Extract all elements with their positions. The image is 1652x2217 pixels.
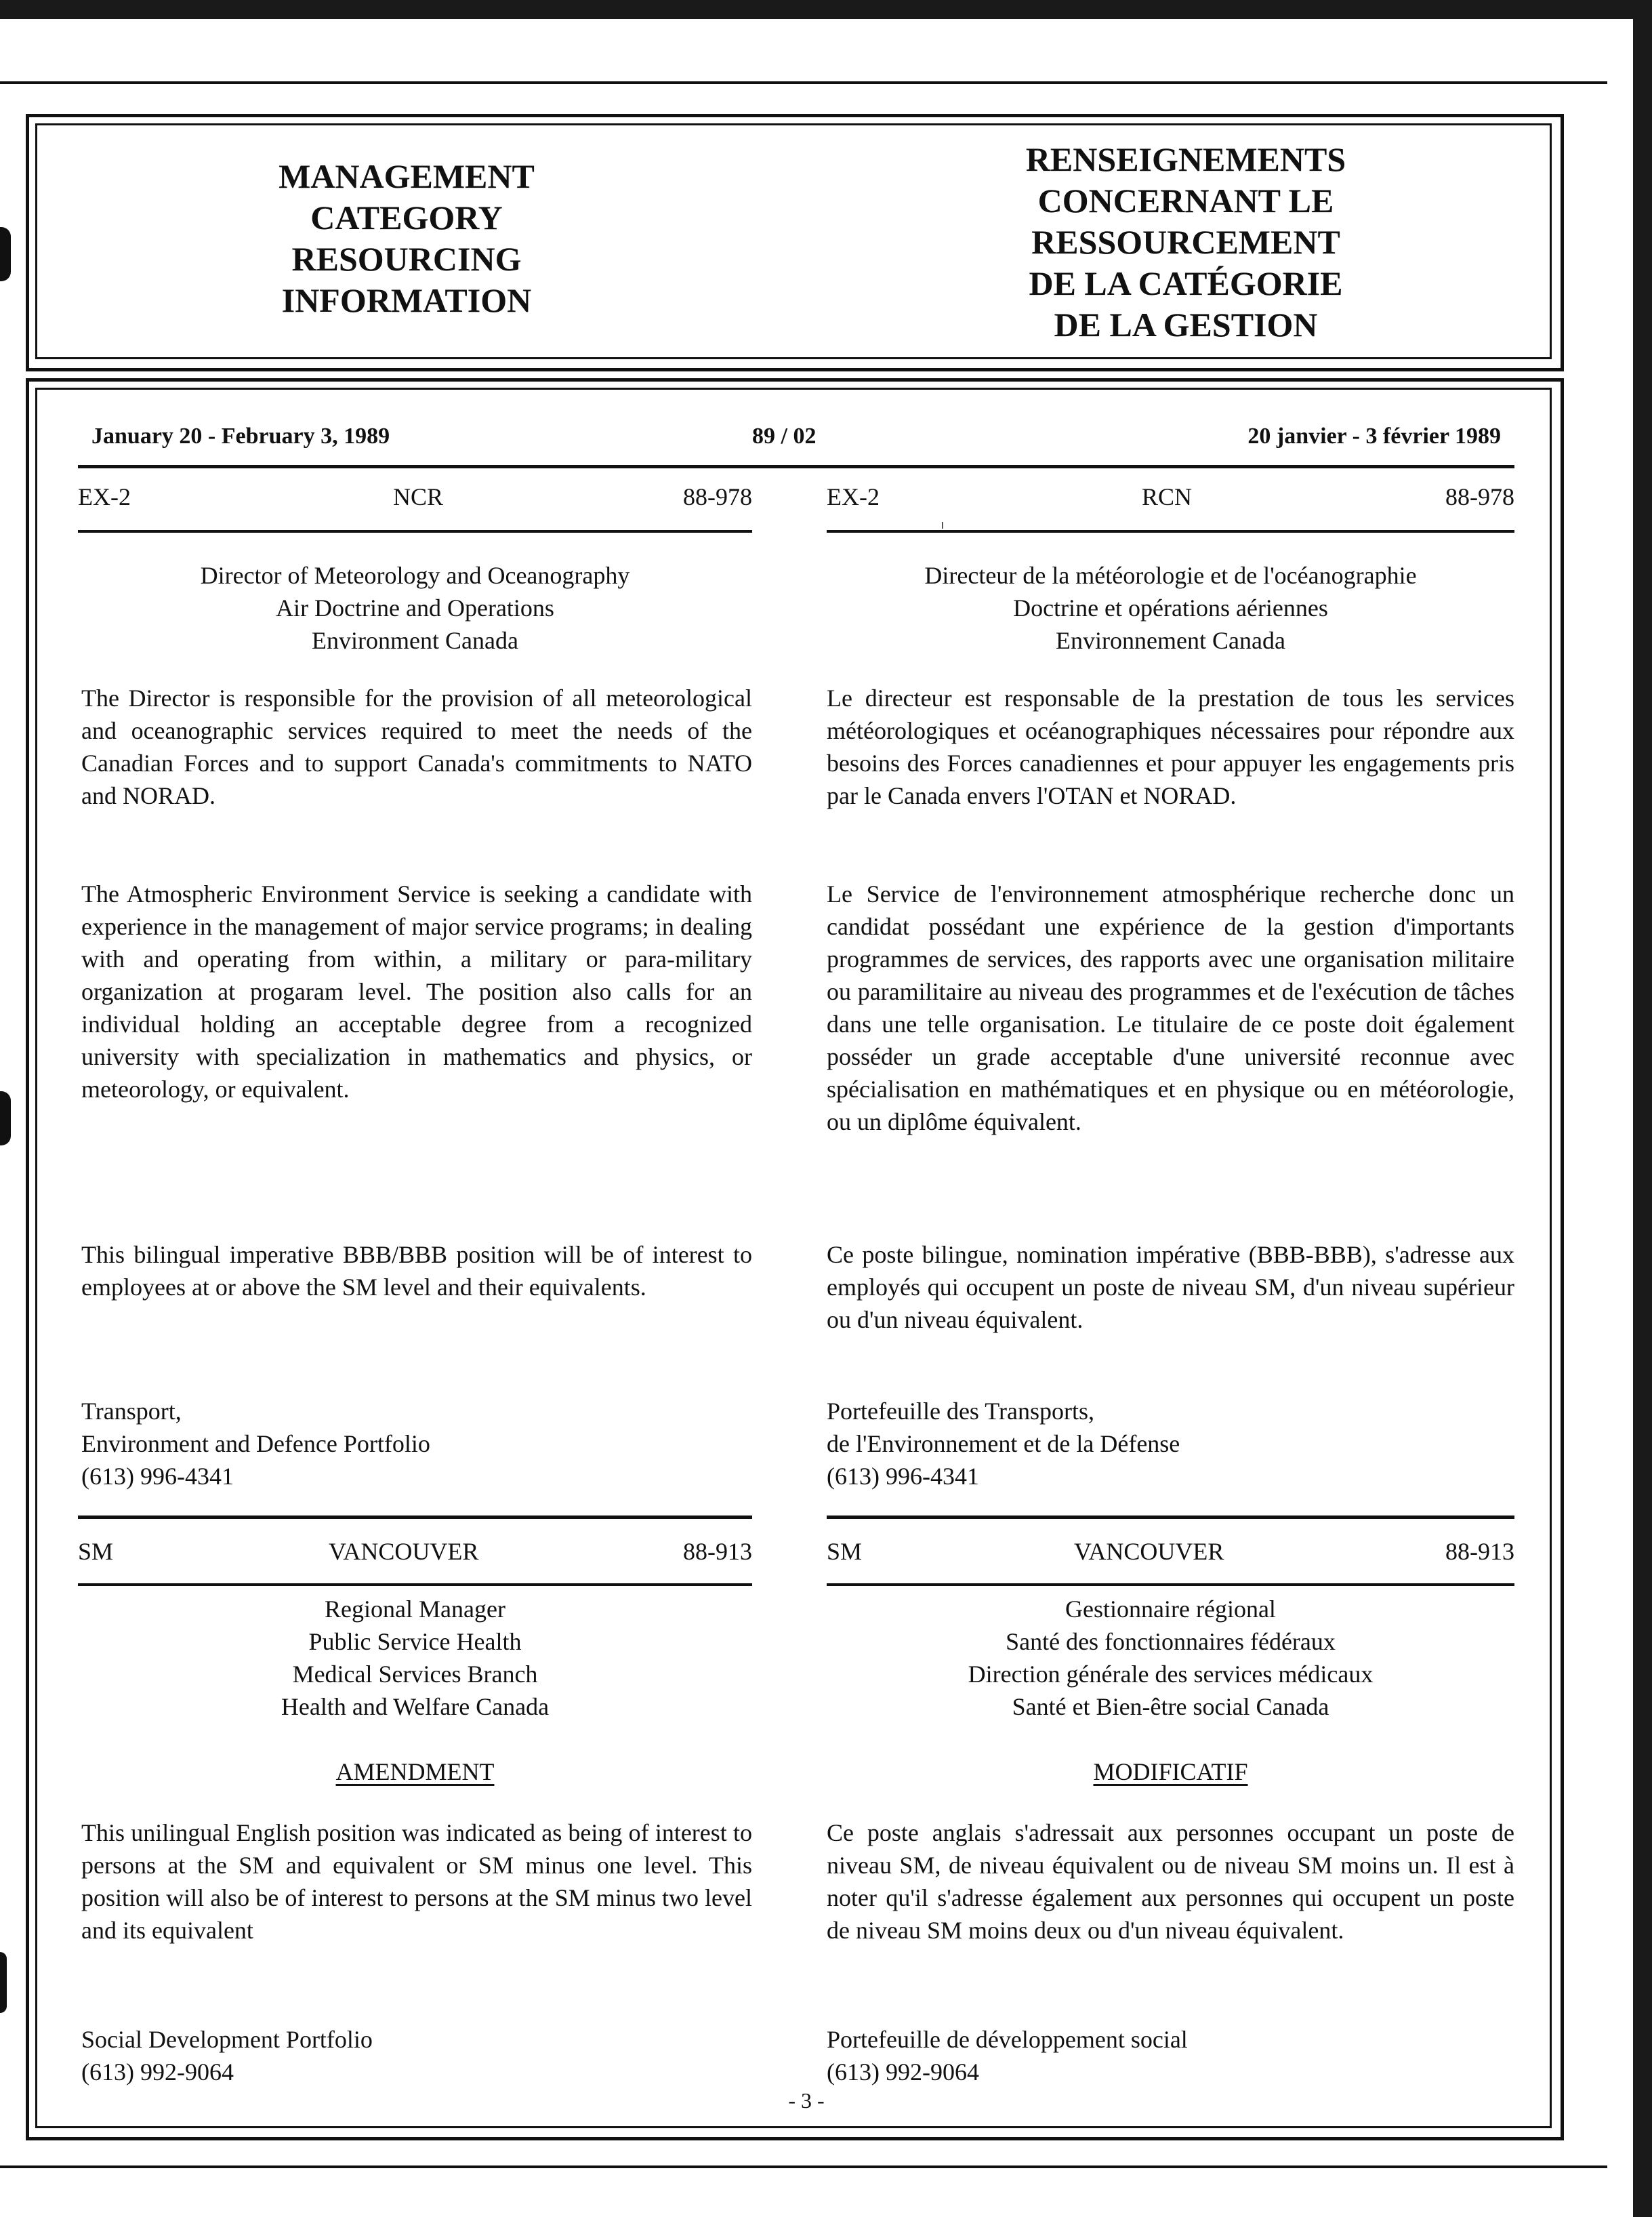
posting-2-fr-rule <box>827 1583 1514 1586</box>
scan-speck <box>942 522 943 529</box>
posting-1-en-paragraph-3: This bilingual imperative BBB/BBB position will be of interest to employees at or above the SM level and their equivalents. <box>81 1241 752 1301</box>
posting-2-fr-contact: Portefeuille de développement social (613) 992-9064 <box>827 2026 1188 2086</box>
posting-level: SM <box>827 1538 863 1565</box>
posting-2-fr-header <box>827 1537 1514 1570</box>
modification-heading: MODIFICATIF <box>1093 1758 1248 1785</box>
posting-2-en-top-rule <box>78 1516 752 1519</box>
posting-location: RCN <box>1142 483 1193 510</box>
posting-2-en-heading <box>78 1755 752 1788</box>
scan-edge-right <box>1633 0 1652 2217</box>
posting-1-en-title: Director of Meteorology and Oceanography Air Doctrine and Operations Environment Canada <box>200 562 630 654</box>
posting-1-en-paragraph-2: The Atmospheric Environment Service is seeking a candidate with experience in the management of major service programs; in dealing with and operating from within, a military or para-military organization at progaram level. The position also calls for an individual holding an acceptable degree from a recognized university with specialization in mathematics and physics, or meteorology, or equivalent. <box>81 880 752 1103</box>
posting-1-fr-title: Directeur de la météorologie et de l'océanographie Doctrine et opérations aériennes Environnement Canada <box>924 562 1417 654</box>
header-english-title: MANAGEMENT CATEGORY RESOURCING INFORMATION <box>278 157 535 319</box>
posting-level: SM <box>78 1538 114 1565</box>
page-number: - 3 - <box>788 2088 825 2113</box>
page-edge-top <box>0 81 1607 84</box>
posting-1-fr-paragraph-1: Le directeur est responsable de la prestation de tous les services météorologiques et océanographiques nécessaires pour répondre aux besoins des Forces canadiennes et pour appuyer les engagements pris par le Canada envers l'OTAN et NORAD. <box>827 685 1514 809</box>
posting-1-fr-header <box>827 483 1514 515</box>
dateline-french: 20 janvier - 3 février 1989 <box>1247 424 1501 449</box>
scan-edge-top <box>0 0 1652 19</box>
posting-2-en-header <box>78 1537 752 1570</box>
competition-number: 88-978 <box>1445 483 1514 510</box>
posting-1-en-paragraph-1: The Director is responsible for the provision of all meteorological and oceanographic services required to meet the needs of the Canadian Forces and to support Canada's commitments to NATO and NORAD. <box>81 685 752 809</box>
posting-2-fr-top-rule <box>827 1516 1514 1519</box>
posting-location: VANCOUVER <box>329 1538 479 1565</box>
posting-1-en-rule <box>78 530 752 533</box>
posting-level: EX-2 <box>78 483 131 510</box>
posting-1-en-header <box>78 483 752 515</box>
punch-hole-middle <box>0 1091 11 1145</box>
posting-2-en-rule <box>78 1583 752 1586</box>
header-french-title: RENSEIGNEMENTS CONCERNANT LE RESSOURCEMENT DE LA CATÉGORIE DE LA GESTION <box>1025 140 1346 344</box>
posting-1-en-contact: Transport, Environment and Defence Portfolio (613) 996-4341 <box>81 1398 430 1490</box>
competition-number: 88-913 <box>1445 1538 1514 1565</box>
posting-2-en-contact: Social Development Portfolio (613) 992-9064 <box>81 2026 373 2086</box>
posting-location: VANCOUVER <box>1074 1538 1224 1565</box>
posting-level: EX-2 <box>827 483 880 510</box>
dateline-rule <box>78 465 1514 468</box>
posting-2-en-paragraph-1: This unilingual English position was indicated as being of interest to persons at the SM and equivalent or SM minus one level. This position will also be of interest to persons at the SM minus two level and its equivalent <box>81 1819 752 1944</box>
punch-hole-top <box>0 227 11 281</box>
posting-1-fr-rule <box>827 530 1514 533</box>
posting-2-fr-paragraph-1: Ce poste anglais s'adressait aux personnes occupant un poste de niveau SM, de niveau équivalent ou de niveau SM moins un. Il est à noter qu'il s'adresse également aux personnes qui occupent un poste de niveau SM moins deux ou d'un niveau équivalent. <box>827 1819 1514 1944</box>
posting-2-en-title: Regional Manager Public Service Health Medical Services Branch Health and Welfare Canada <box>281 1595 550 1720</box>
posting-1-fr-paragraph-2: Le Service de l'environnement atmosphérique recherche donc un candidat possédant une expérience de la gestion d'importants programmes de services, des rapports avec une organisation militaire ou paramilitaire au niveau des programmes et de l'exécution de tâches dans une telle organisation. Le titulaire de ce poste doit également posséder un grade acceptable d'une université reconnue avec spécialisation en mathématiques et en physique ou en météorologie, ou un diplôme équivalent. <box>827 880 1514 1135</box>
page-edge-bottom <box>0 2165 1607 2168</box>
competition-number: 88-978 <box>683 483 752 510</box>
dateline-english: January 20 - February 3, 1989 <box>91 424 390 449</box>
posting-2-fr-heading <box>827 1755 1514 1788</box>
posting-location: NCR <box>393 483 444 510</box>
posting-1-fr-paragraph-3: Ce poste bilingue, nomination impérative (BBB-BBB), s'adresse aux employés qui occupent un poste de niveau SM, d'un niveau supérieur ou d'un niveau équivalent. <box>827 1241 1514 1333</box>
punch-hole-bottom <box>0 1952 7 2013</box>
posting-2-fr-title: Gestionnaire régional Santé des fonctionnaires fédéraux Direction générale des services médicaux Santé et Bien-être social Canada <box>968 1595 1374 1720</box>
posting-1-fr-contact: Portefeuille des Transports, de l'Environnement et de la Défense (613) 996-4341 <box>827 1398 1180 1490</box>
competition-number: 88-913 <box>683 1538 752 1565</box>
amendment-heading: AMENDMENT <box>335 1758 495 1785</box>
issue-number: 89 / 02 <box>752 424 817 449</box>
